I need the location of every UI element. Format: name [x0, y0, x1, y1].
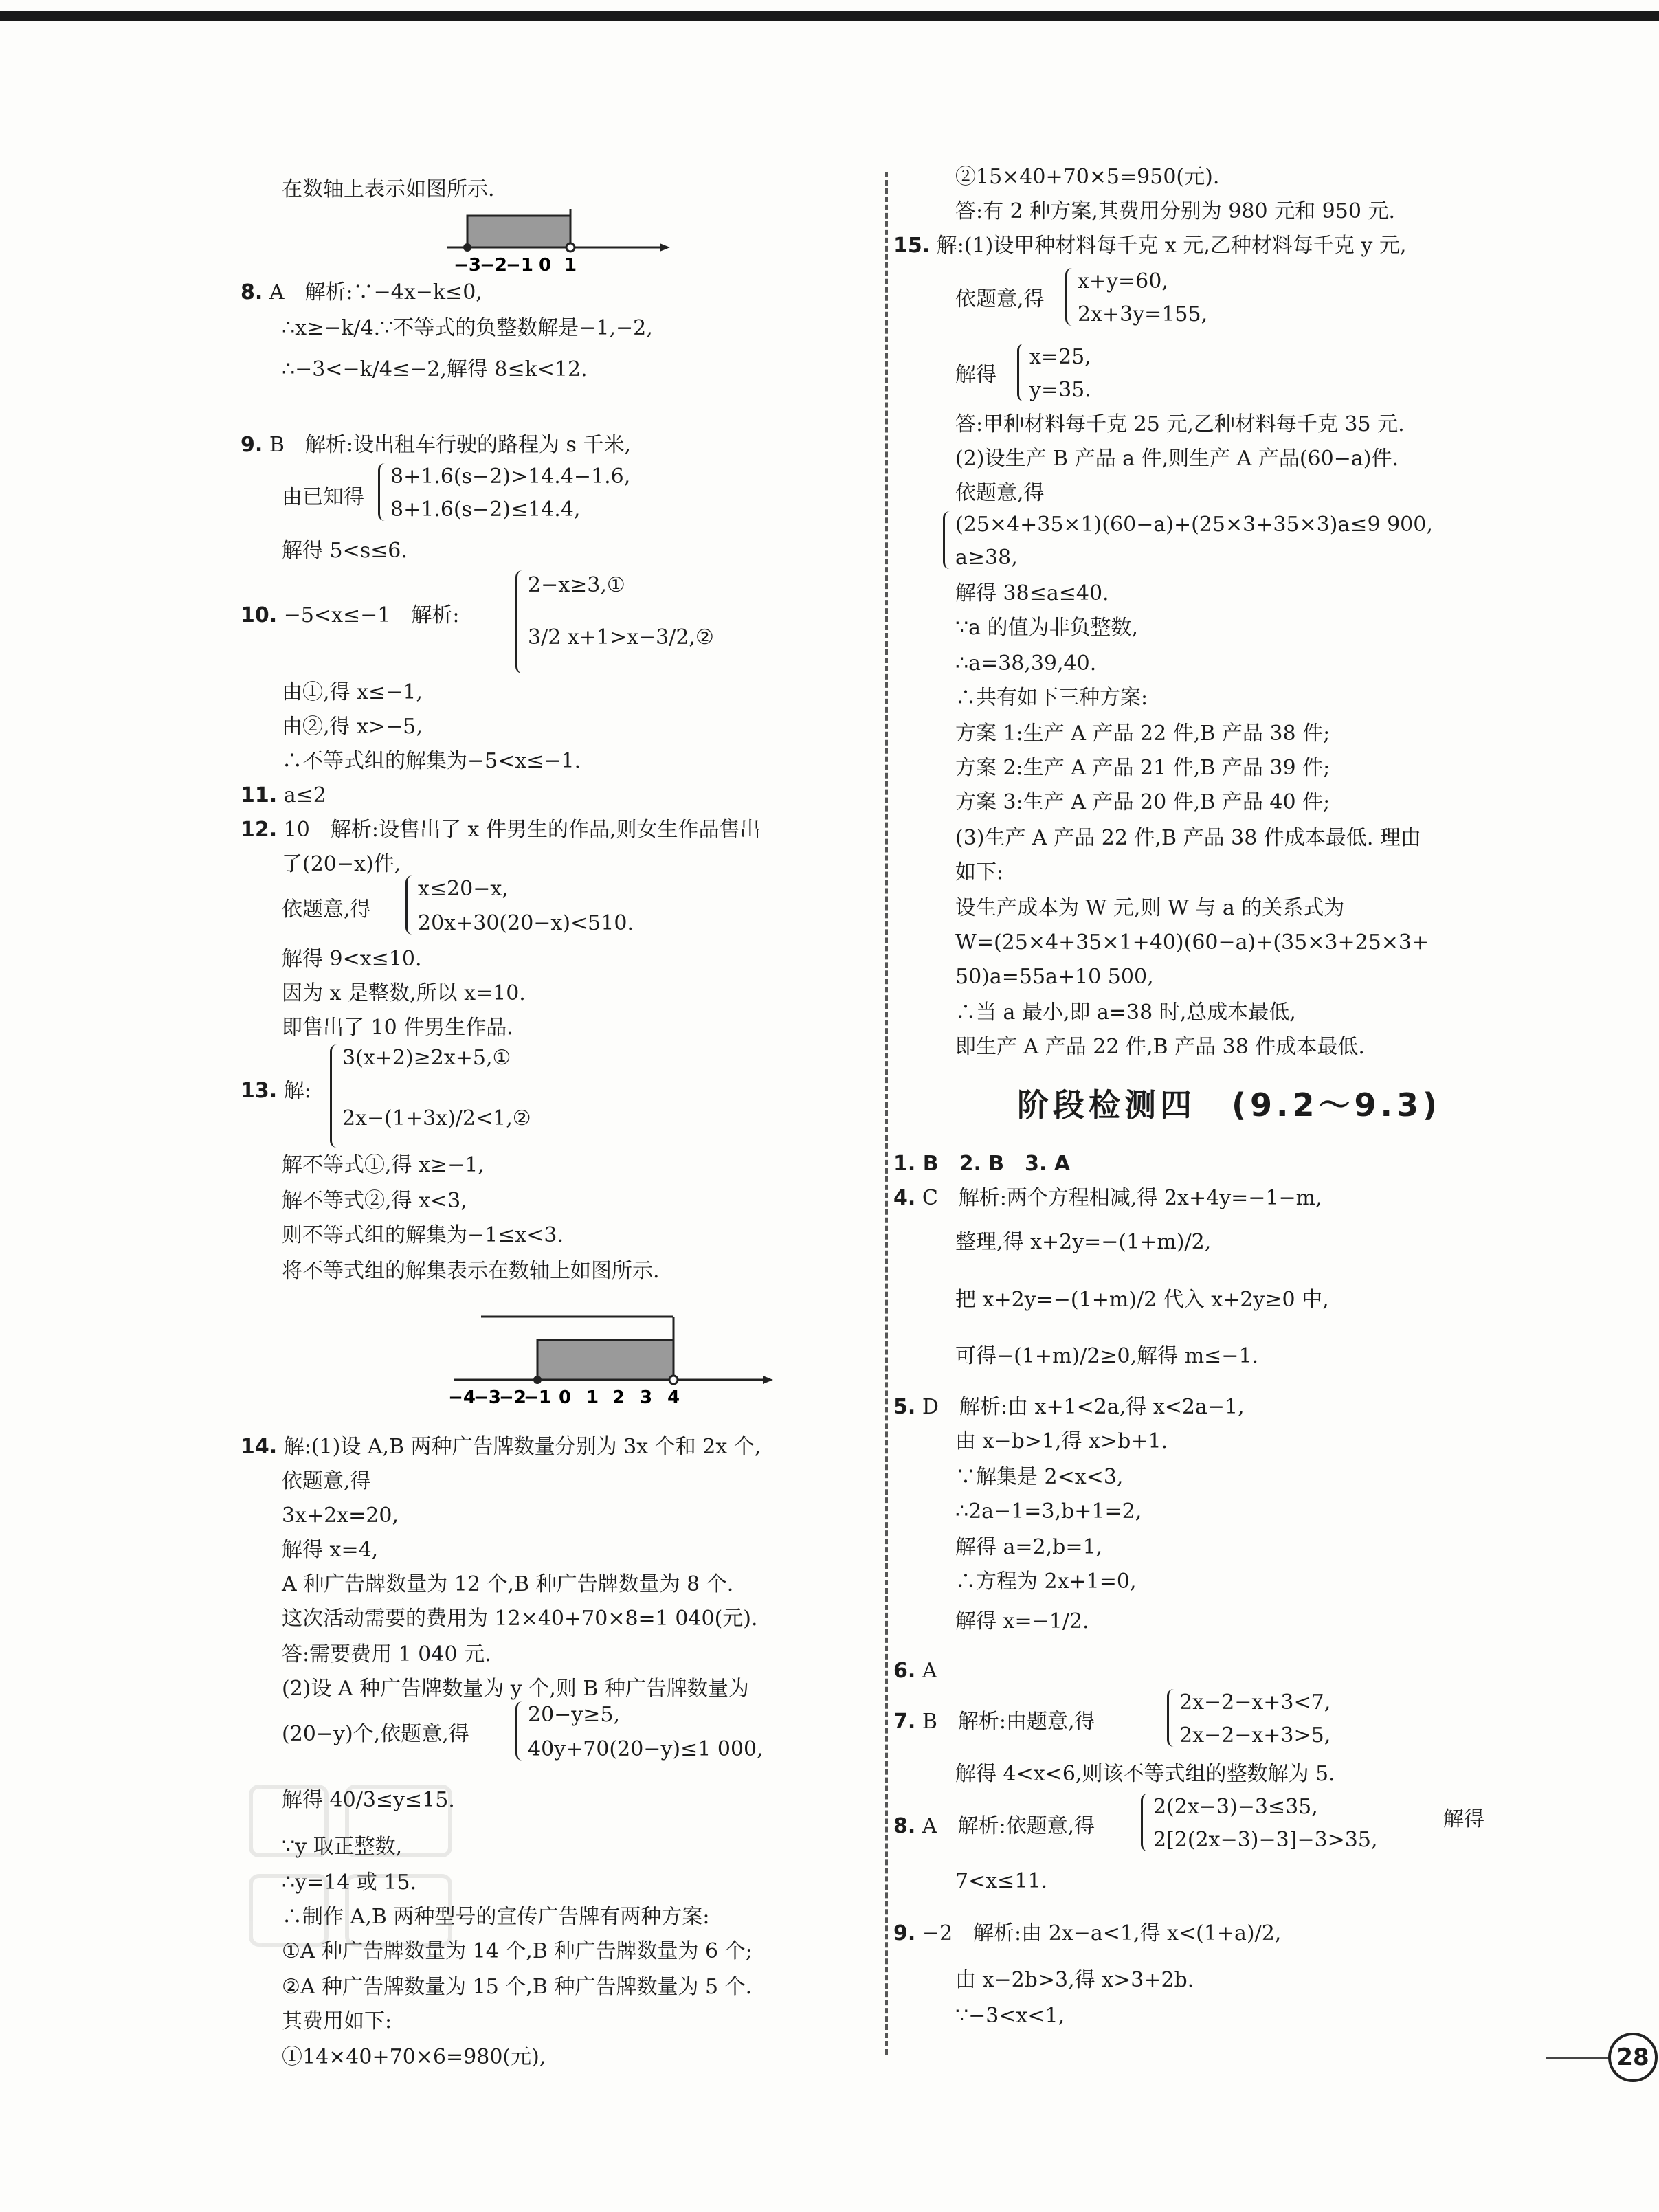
q8-answer: A 解析:∵−4x−k≤0,: [269, 280, 482, 304]
s9-answer: −2 解析:由 2x−a<1,得 x<(1+a)/2,: [922, 1921, 1282, 1945]
question-number: 4.: [893, 1186, 916, 1210]
text-line: 解得 38≤a≤40.: [955, 581, 1109, 605]
text-line: 解得 x=4,: [282, 1538, 379, 1562]
system-eq: 20−y≥5,: [528, 1703, 621, 1727]
equation-brace: [1141, 1794, 1148, 1851]
text-line: 由 x−2b>3,得 x>3+2b.: [955, 1968, 1194, 1992]
q9-answer: B 解析:设出租车行驶的路程为 s 千米,: [269, 433, 631, 457]
equation-brace: [1065, 268, 1072, 326]
q14-answer: 解:(1)设 A,B 两种广告牌数量分别为 3x 个和 2x 个,: [283, 1435, 761, 1459]
system-eq: 2x+3y=155,: [1078, 302, 1208, 326]
system-eq: 40y+70(20−y)≤1 000,: [528, 1737, 764, 1761]
system-eq: x=25,: [1029, 345, 1091, 369]
question-number: 8.: [893, 1814, 916, 1838]
question-number: 7.: [893, 1710, 916, 1734]
text-line: A 种广告牌数量为 12 个,B 种广告牌数量为 8 个.: [282, 1572, 734, 1596]
number-line-figure-1: [447, 203, 673, 279]
equation-brace: [515, 1701, 522, 1761]
q13-answer: 解:: [283, 1079, 311, 1103]
system-eq: 2(2x−3)−3≤35,: [1153, 1795, 1318, 1819]
text-line: ②15×40+70×5=950(元).: [955, 165, 1220, 189]
text-line: ∴共有如下三种方案:: [955, 686, 1148, 710]
text-line: 设生产成本为 W 元,则 W 与 a 的关系式为: [955, 896, 1345, 920]
s7-line: [893, 1710, 1095, 1734]
text-line: (2)设生产 B 产品 a 件,则生产 A 产品(60−a)件.: [955, 447, 1399, 471]
question-number: 9.: [893, 1921, 916, 1945]
text-line: ∴−3<−k/4≤−2,解得 8≤k<12.: [282, 357, 588, 381]
text-line: ∴y=14 或 15.: [282, 1870, 417, 1895]
text-line: 7<x≤11.: [955, 1869, 1047, 1893]
axis-tick-label: −1: [506, 255, 533, 276]
system-eq: x≤20−x,: [418, 877, 509, 901]
question-number: 6.: [893, 1659, 916, 1683]
s8-line: [893, 1814, 1095, 1839]
page-badge-rule: [1546, 2057, 1610, 2059]
q12-answer: 10 解析:设售出了 x 件男生的作品,则女生作品售出: [283, 818, 761, 842]
text-line: 可得−(1+m)/2≥0,解得 m≤−1.: [955, 1344, 1259, 1368]
text-line: ∴x≥−k/4.∵不等式的负整数解是−1,−2,: [282, 316, 653, 340]
axis-tick-label: −1: [524, 1387, 551, 1408]
q9-line: [241, 433, 631, 458]
axis-tick-label: 1: [564, 255, 577, 276]
question-number: 10.: [241, 603, 278, 627]
text-line: ①A 种广告牌数量为 14 个,B 种广告牌数量为 6 个;: [282, 1939, 753, 1963]
text-line: 方案 2:生产 A 产品 21 件,B 产品 39 件;: [955, 756, 1330, 780]
question-number: 13.: [241, 1079, 278, 1103]
q15-line: [893, 234, 1406, 258]
axis-tick-label: −2: [480, 255, 507, 276]
system-eq: (25×4+35×1)(60−a)+(25×3+35×3)a≤9 900,: [955, 513, 1433, 537]
text-line: 了(20−x)件,: [282, 852, 401, 876]
text-line: ∴当 a 最小,即 a=38 时,总成本最低,: [955, 1001, 1296, 1025]
text-line: ∴a=38,39,40.: [955, 651, 1097, 675]
axis-tick-label: −3: [474, 1387, 501, 1408]
system-eq: y=35.: [1029, 378, 1091, 402]
text-line: 3x+2x=20,: [282, 1504, 399, 1528]
text-line: 这次活动需要的费用为 12×40+70×8=1 040(元).: [282, 1607, 758, 1631]
top-border-bar: [0, 11, 1659, 21]
axis-tick-label: 1: [586, 1387, 599, 1408]
s7-answer: B 解析:由题意,得: [922, 1710, 1095, 1734]
axis-tick-label: 0: [538, 255, 552, 276]
system-eq: 3(x+2)≥2x+5,①: [342, 1046, 511, 1070]
axis-tick-label: −3: [454, 255, 481, 276]
text-line: 即售出了 10 件男生作品.: [282, 1016, 513, 1040]
text-line: ①14×40+70×6=980(元),: [282, 2045, 546, 2069]
text-line: (20−y)个,依题意,得: [282, 1722, 469, 1746]
watermark-logo: [244, 1780, 464, 1958]
question-number: 12.: [241, 818, 278, 842]
s9-line: [893, 1921, 1281, 1946]
answers-1-3: 1. B 2. B 3. A: [893, 1152, 1071, 1176]
text-line: 整理,得 x+2y=−(1+m)/2,: [955, 1230, 1212, 1254]
axis-tick-label: −4: [448, 1387, 476, 1408]
axis-tick-label: 3: [639, 1387, 653, 1408]
text-line: 由 x−b>1,得 x>b+1.: [955, 1429, 1168, 1453]
text-line: (2)设 A 种广告牌数量为 y 个,则 B 种广告牌数量为: [282, 1677, 749, 1701]
text-line: 其费用如下:: [282, 2009, 392, 2033]
text-line: 解得: [1443, 1807, 1484, 1831]
s8-answer: A 解析:依题意,得: [922, 1814, 1095, 1838]
text-line: 依题意,得: [955, 287, 1045, 311]
equation-brace: [1017, 344, 1024, 401]
equation-brace: [1167, 1689, 1174, 1747]
text-line: ∴制作 A,B 两种型号的宣传广告牌有两种方案:: [282, 1905, 710, 1929]
question-number: 8.: [241, 280, 263, 304]
s6-answer: A: [922, 1659, 937, 1683]
q14-line: [241, 1435, 761, 1460]
text-line: 由①,得 x≤−1,: [282, 680, 423, 704]
text-line: W=(25×4+35×1+40)(60−a)+(35×3+25×3+: [955, 930, 1429, 954]
text-line: [893, 1152, 1070, 1176]
axis-tick-label: 2: [612, 1387, 625, 1408]
text-line: 50)a=55a+10 500,: [955, 965, 1154, 989]
text-line: 由已知得: [282, 485, 364, 509]
s4-line: [893, 1186, 1322, 1211]
text-line: 答:甲种材料每千克 25 元,乙种材料每千克 35 元.: [955, 412, 1405, 436]
system-eq: x+y=60,: [1078, 269, 1168, 293]
system-eq: 2x−2−x+3<7,: [1179, 1690, 1331, 1714]
system-eq: 8+1.6(s−2)>14.4−1.6,: [390, 465, 631, 489]
system-eq: 20x+30(20−x)<510.: [418, 911, 634, 935]
system-eq: 2−x≥3,①: [528, 573, 625, 597]
text-line: 解得 a=2,b=1,: [955, 1535, 1103, 1559]
q11-answer: a≤2: [283, 783, 326, 807]
text-line: 解得 9<x≤10.: [282, 947, 422, 971]
text-line: 把 x+2y=−(1+m)/2 代入 x+2y≥0 中,: [955, 1288, 1329, 1312]
axis-tick-label: −2: [499, 1387, 526, 1408]
text-line: 解得 x=−1/2.: [955, 1609, 1089, 1633]
s5-answer: D 解析:由 x+1<2a,得 x<2a−1,: [922, 1395, 1245, 1419]
q15-answer: 解:(1)设甲种材料每千克 x 元,乙种材料每千克 y 元,: [936, 234, 1407, 258]
system-eq: 3/2 x+1>x−3/2,②: [528, 625, 714, 649]
column-divider: [885, 172, 888, 2055]
equation-brace: [515, 570, 522, 673]
system-eq: 2x−(1+3x)/2<1,②: [342, 1106, 531, 1130]
text-line: ∵解集是 2<x<3,: [955, 1465, 1124, 1489]
q8-line: [241, 280, 482, 305]
text-line: (3)生产 A 产品 22 件,B 产品 38 件成本最低. 理由: [955, 826, 1421, 850]
page-number: 28: [1608, 2033, 1658, 2082]
question-number: 9.: [241, 433, 263, 457]
s5-line: [893, 1395, 1245, 1420]
equation-brace: [378, 463, 385, 521]
text-line: 解得: [955, 363, 996, 387]
q10-line: [241, 603, 459, 628]
system-eq: a≥38,: [955, 546, 1018, 570]
q11-line: [241, 783, 326, 808]
text-line: ∴不等式组的解集为−5<x≤−1.: [282, 749, 581, 773]
q13-line: [241, 1079, 311, 1104]
s6-line: [893, 1659, 937, 1684]
axis-tick-label: 4: [667, 1387, 680, 1408]
text-line: 即生产 A 产品 22 件,B 产品 38 件成本最低.: [955, 1035, 1365, 1059]
question-number: 15.: [893, 234, 931, 258]
text-line: 答:有 2 种方案,其费用分别为 980 元和 950 元.: [955, 199, 1396, 223]
q10-answer: −5<x≤−1 解析:: [283, 603, 460, 627]
s4-answer: C 解析:两个方程相减,得 2x+4y=−1−m,: [922, 1186, 1322, 1210]
equation-brace: [405, 875, 412, 935]
equation-brace: [330, 1044, 337, 1148]
text-line: 依题意,得: [282, 897, 371, 921]
number-line-figure-2: [448, 1292, 777, 1409]
question-number: 5.: [893, 1395, 916, 1419]
text-line: 解不等式②,得 x<3,: [282, 1189, 467, 1213]
text-line: 方案 1:生产 A 产品 22 件,B 产品 38 件;: [955, 722, 1330, 746]
text-line: 在数轴上表示如图所示.: [282, 177, 495, 201]
text-line: 将不等式组的解集表示在数轴上如图所示.: [282, 1259, 660, 1283]
text-line: ∵y 取正整数,: [282, 1835, 403, 1859]
text-line: 依题意,得: [282, 1469, 371, 1493]
text-line: 则不等式组的解集为−1≤x<3.: [282, 1223, 564, 1247]
text-line: 解得 40/3≤y≤15.: [282, 1788, 455, 1812]
system-eq: 8+1.6(s−2)≤14.4,: [390, 498, 581, 522]
text-line: ∵−3<x<1,: [955, 2004, 1065, 2028]
text-line: 方案 3:生产 A 产品 20 件,B 产品 40 件;: [955, 790, 1330, 814]
system-eq: 2x−2−x+3>5,: [1179, 1723, 1331, 1747]
axis-tick-label: 0: [558, 1387, 572, 1408]
text-line: 因为 x 是整数,所以 x=10.: [282, 981, 526, 1005]
text-line: 如下:: [955, 860, 1004, 884]
section-heading: 阶段检测四 (9.2～9.3): [1017, 1086, 1442, 1124]
text-line: 解得 4<x<6,则该不等式组的整数解为 5.: [955, 1762, 1335, 1786]
system-eq: 2[2(2x−3)−3]−3>35,: [1153, 1828, 1378, 1852]
text-line: ∴2a−1=3,b+1=2,: [955, 1499, 1142, 1523]
question-number: 11.: [241, 783, 278, 807]
text-line: 依题意,得: [955, 481, 1045, 505]
text-line: ∴方程为 2x+1=0,: [955, 1569, 1137, 1594]
text-line: 解得 5<s≤6.: [282, 539, 408, 563]
q12-line: [241, 818, 761, 842]
text-line: ②A 种广告牌数量为 15 个,B 种广告牌数量为 5 个.: [282, 1975, 753, 1999]
text-line: 解不等式①,得 x≥−1,: [282, 1153, 485, 1177]
text-line: ∵a 的值为非负整数,: [955, 616, 1139, 640]
question-number: 14.: [241, 1435, 278, 1459]
equation-brace: [943, 511, 950, 569]
text-line: 由②,得 x>−5,: [282, 715, 423, 739]
text-line: 答:需要费用 1 040 元.: [282, 1642, 491, 1666]
